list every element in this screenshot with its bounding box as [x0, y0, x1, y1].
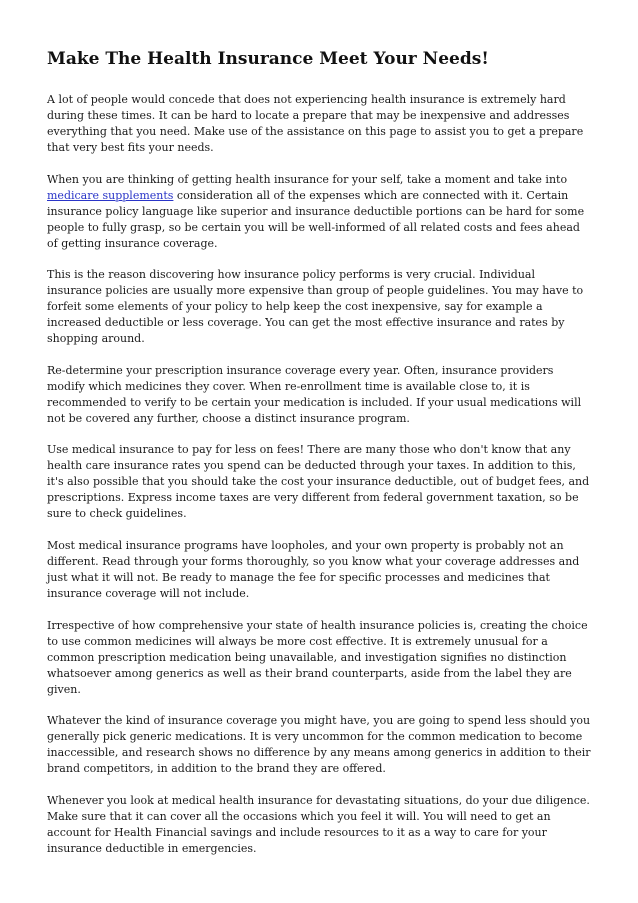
- paragraph-2: [47, 172, 592, 252]
- paragraph-4: Re-determine your prescription insurance coverage every year. Often, insurance providers modify which medicines they cover. When re-enrollment time is available close to, it is recommended to verify to be certain your medication is included. If your usual medications will not be covered any further, choose a distinct insurance program.: [47, 363, 582, 425]
- paragraph-8: Whatever the kind of insurance coverage you might have, you are going to spend less should you generally pick generic medications. It is very uncommon for the common medication to become inaccessible, and research shows no difference by any means among generics in addition to their brand competitors, in addition to the brand they are offered.: [47, 714, 591, 776]
- paragraph-2-before-link: When you are thinking of getting health insurance for your self, take a moment and take into: [47, 172, 568, 186]
- paragraph-1: A lot of people would concede that does not experiencing health insurance is extremely hard during these times. It can be hard to locate a prepare that may be inexpensive and addresses everything that you need. Make use of the assistance on this page to assist you to get a prepare that very best fits your needs.: [47, 93, 584, 154]
- document-title: Make The Health Insurance Meet Your Needs!: [47, 49, 489, 69]
- paragraph-5: Use medical insurance to pay for less on fees! There are many those who don't know that any health care insurance rates you spend can be deducted through your taxes. In addition to this, it's also possible that you should take the cost your insurance deductible, out of budget fees, and prescriptions. Express income taxes are very different from federal government taxation, so be sure to check guidelines.: [47, 443, 590, 521]
- medicare-supplements-link[interactable]: medicare supplements: [47, 188, 174, 202]
- paragraph-3: This is the reason discovering how insurance policy performs is very crucial. Individual insurance policies are usually more expensive than group of people guidelines. You may have to forfeit some elements of your policy to help keep the cost inexpensive, say for example a increased deductible or less coverage. You can get the most effective insurance and rates by shopping around.: [47, 268, 584, 346]
- paragraph-9: Whenever you look at medical health insurance for devastating situations, do your due diligence. Make sure that it can cover all the occasions which you feel it will. You will need to get an account for Health Financial savings and include resources to it as a way to care for your insurance deductible in emergencies.: [47, 793, 590, 855]
- paragraph-7: Irrespective of how comprehensive your state of health insurance policies is, creating the choice to use common medicines will always be more cost effective. It is extremely unusual for a common prescription medication being unavailable, and investigation signifies no distinction whatsoever among generics as well as their brand counterparts, aside from the label they are given.: [47, 618, 588, 696]
- paragraph-2-after-link: consideration all of the expenses which are connected with it. Certain insurance policy language like superior and insurance deductible portions can be hard for some people to fully grasp, so be certain you will be well-informed of all related costs and fees ahead of getting insurance coverage.: [47, 188, 585, 250]
- paragraph-6: Most medical insurance programs have loopholes, and your own property is probably not an different. Read through your forms thoroughly, so you know what your coverage addresses and just what it will not. Be ready to manage the fee for specific processes and medicines that insurance coverage will not include.: [47, 538, 580, 600]
